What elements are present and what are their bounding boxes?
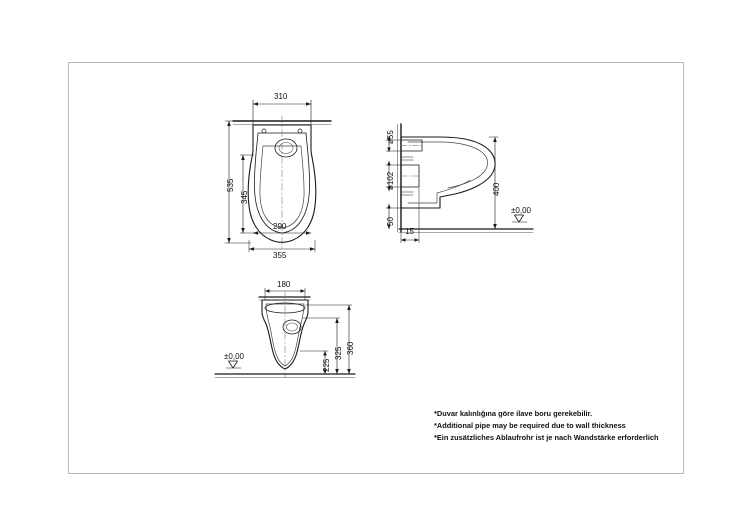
dim-front-height-225: 225 [322,358,331,372]
side-view-geometry [398,124,534,233]
dim-side-dia-102: ø102 [386,171,395,190]
notes-block [434,408,674,444]
dim-front-width-180: 180 [277,280,291,289]
dim-side-dia-55: ø55 [386,130,395,144]
dim-plan-length-535: 535 [226,178,235,192]
dim-side-height-50: 50 [386,217,395,226]
front-view-dimensions [226,288,352,374]
note-line-de: *Ein zusätzliches Ablaufrohr ist je nach Wandstärke erforderlich [434,433,659,442]
dim-plan-width-310: 310 [274,92,288,101]
dim-plan-total-355: 355 [273,251,287,260]
dim-plan-bowl-290: 290 [273,222,287,231]
dim-front-datum: ±0,00 [224,352,244,361]
dim-plan-bowl-345: 345 [240,190,249,204]
dim-side-depth-15: 15 [405,227,414,236]
dim-front-height-325: 325 [334,346,343,360]
plan-view-dimensions [225,100,315,252]
dim-side-datum: ±0,00 [511,206,531,215]
dim-front-height-360: 360 [346,341,355,355]
dim-side-height-400: 400 [492,182,501,196]
note-line-en: *Additional pipe may be required due to wall thickness [434,421,626,430]
note-line-tr: *Duvar kalınlığına göre ilave boru gerekebilir. [434,409,593,418]
